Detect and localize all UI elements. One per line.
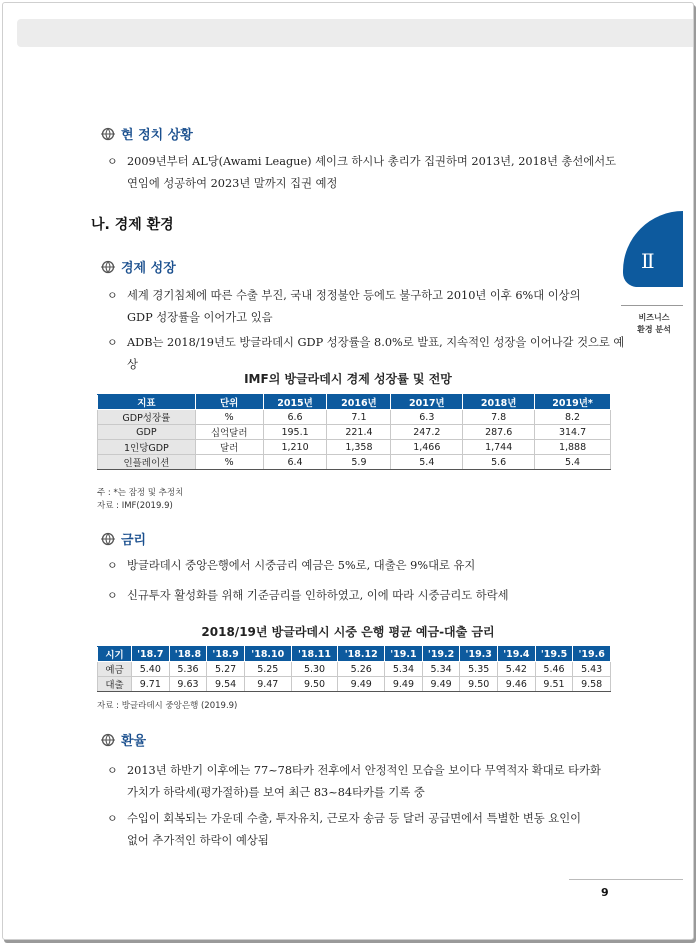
rate-table-header-cell: '18.7 [132, 647, 170, 662]
chapter-label: 비즈니스 환경 분석 [637, 313, 671, 334]
table-cell: 5.34 [422, 662, 460, 677]
table-cell: 5.43 [573, 662, 611, 677]
table-cell: 9.49 [422, 677, 460, 692]
table-cell: 5.26 [338, 662, 385, 677]
imf-source: 자료 : IMF(2019.9) [97, 501, 173, 511]
page-number: 9 [601, 886, 609, 899]
table-cell: 195.1 [263, 425, 327, 440]
rate-table-header-cell: 시기 [98, 647, 132, 662]
imf-table-title: IMF의 방글라데시 경제 성장률 및 전망 [244, 372, 452, 386]
interest-bullet-1: ㅇ 방글라데시 중앙은행에서 시중금리 예금은 5%로, 대출은 9%대로 유지 [107, 559, 476, 572]
rate-table-header-cell: '18.12 [338, 647, 385, 662]
imf-table-header-cell: 단위 [195, 395, 263, 410]
politics-heading: 현 정치 상황 [99, 124, 193, 143]
table-cell: 9.58 [573, 677, 611, 692]
economy-heading: 나. 경제 환경 [91, 217, 174, 233]
rate-table-header-cell: '18.11 [291, 647, 338, 662]
table-cell: 5.35 [460, 662, 498, 677]
table-cell: 9.49 [338, 677, 385, 692]
table-cell: 9.49 [385, 677, 423, 692]
table-cell: 221.4 [327, 425, 391, 440]
globe-hand-icon [99, 733, 117, 747]
table-row [98, 440, 611, 455]
chapter-tab[interactable] [623, 211, 683, 287]
growth-bullet-2: ㅇ ADB는 2018/19년도 방글라데시 GDP 성장률을 8.0%로 발표, 지속적인 성장을 이어나갈 것으로 예상 [107, 336, 625, 371]
table-cell: 5.30 [291, 662, 338, 677]
table-cell: 1,358 [327, 440, 391, 455]
table-cell: 9.50 [291, 677, 338, 692]
rate-table-header-cell: '18.10 [244, 647, 291, 662]
interest-heading: 금리 [99, 529, 146, 548]
table-cell: 5.25 [244, 662, 291, 677]
growth-heading: 경제 성장 [99, 257, 176, 276]
table-cell: 5.6 [463, 455, 535, 470]
table-cell: 5.27 [207, 662, 245, 677]
table-cell: 7.1 [327, 410, 391, 425]
table-cell: 1,888 [535, 440, 611, 455]
globe-hand-icon [99, 260, 117, 274]
row-label: GDP성장률 [98, 410, 196, 425]
globe-hand-icon [99, 127, 117, 141]
rate-table-title: 2018/19년 방글라데시 시중 은행 평균 예금-대출 금리 [201, 625, 495, 639]
rate-table-header-cell: '19.4 [498, 647, 536, 662]
rate-table-header-cell: '19.6 [573, 647, 611, 662]
table-cell: 287.6 [463, 425, 535, 440]
table-cell: 1,466 [391, 440, 463, 455]
politics-bullet-1: ㅇ 2009년부터 AL당(Awami League) 셰이크 하시나 총리가 집권하며 2013년, 2018년 총선에서도 연임에 성공하여 2023년 말까지 집권 예정 [107, 155, 617, 190]
row-label: 예금 [98, 662, 132, 677]
table-cell: 5.4 [391, 455, 463, 470]
rate-table-header-cell: '18.9 [207, 647, 245, 662]
table-cell: 6.4 [263, 455, 327, 470]
interest-bullet-2: ㅇ 신규투자 활성화를 위해 기준금리를 인하하였고, 이에 따라 시중금리도 하락세 [107, 589, 509, 602]
table-row [98, 677, 611, 692]
imf-table-header-cell: 지표 [98, 395, 196, 410]
globe-hand-icon [99, 532, 117, 546]
chapter-numeral: Ⅱ [641, 249, 655, 273]
table-cell: 9.54 [207, 677, 245, 692]
table-cell: 1,210 [263, 440, 327, 455]
imf-table [97, 394, 611, 470]
table-cell: 9.71 [132, 677, 170, 692]
table-cell: 9.47 [244, 677, 291, 692]
table-cell: % [195, 410, 263, 425]
table-row [98, 455, 611, 470]
imf-note: 주 : *는 잠정 및 추정치 [97, 488, 184, 498]
table-cell: 9.51 [535, 677, 573, 692]
rate-table-header-cell: '19.1 [385, 647, 423, 662]
growth-bullet-1: ㅇ 세계 경기침체에 따른 수출 부진, 국내 정정불안 등에도 불구하고 2010년 이후 6%대 이상의 GDP 성장률을 이어가고 있음 [107, 289, 581, 324]
table-cell: 1,744 [463, 440, 535, 455]
table-cell: 5.34 [385, 662, 423, 677]
footer-divider [569, 879, 683, 880]
exchange-bullet-2: ㅇ 수입이 회복되는 가운데 수출, 투자유치, 근로자 송금 등 달러 공급면에서 특별한 변동 요인이 없어 추가적인 하락이 예상됨 [107, 812, 582, 847]
table-row [98, 425, 611, 440]
table-cell: 5.4 [535, 455, 611, 470]
table-cell: 247.2 [391, 425, 463, 440]
table-cell: 5.46 [535, 662, 573, 677]
table-cell: % [195, 455, 263, 470]
rate-source: 자료 : 방글라데시 중앙은행 (2019.9) [97, 701, 238, 711]
imf-table-header-cell: 2018년 [463, 395, 535, 410]
row-label: 인플레이션 [98, 455, 196, 470]
rate-table-header-cell: '18.8 [169, 647, 207, 662]
table-cell: 십억달러 [195, 425, 263, 440]
imf-table-header-cell: 2015년 [263, 395, 327, 410]
table-cell: 6.3 [391, 410, 463, 425]
table-cell: 5.36 [169, 662, 207, 677]
table-row [98, 410, 611, 425]
table-cell: 5.40 [132, 662, 170, 677]
table-row [98, 662, 611, 677]
table-cell: 9.46 [498, 677, 536, 692]
row-label: 대출 [98, 677, 132, 692]
exchange-bullet-1: ㅇ 2013년 하반기 이후에는 77~78타카 전후에서 안정적인 모습을 보이다 무역적자 확대로 타카화 가치가 하락세(평가절하)를 보여 최근 83~84타카를 기록 중 [107, 764, 601, 799]
rate-table [97, 646, 611, 692]
table-cell: 5.42 [498, 662, 536, 677]
table-cell: 달러 [195, 440, 263, 455]
table-cell: 6.6 [263, 410, 327, 425]
table-cell: 9.63 [169, 677, 207, 692]
page-frame [2, 2, 694, 940]
imf-table-header-cell: 2016년 [327, 395, 391, 410]
exchange-heading: 환율 [99, 730, 146, 749]
rate-table-header-cell: '19.3 [460, 647, 498, 662]
table-cell: 314.7 [535, 425, 611, 440]
rate-table-header-cell: '19.5 [535, 647, 573, 662]
side-divider [621, 305, 683, 306]
rate-table-header-cell: '19.2 [422, 647, 460, 662]
imf-table-header-cell: 2017년 [391, 395, 463, 410]
table-cell: 5.9 [327, 455, 391, 470]
imf-table-header-cell: 2019년* [535, 395, 611, 410]
row-label: GDP [98, 425, 196, 440]
top-band [17, 19, 694, 47]
table-cell: 9.50 [460, 677, 498, 692]
table-cell: 8.2 [535, 410, 611, 425]
table-cell: 7.8 [463, 410, 535, 425]
row-label: 1인당GDP [98, 440, 196, 455]
